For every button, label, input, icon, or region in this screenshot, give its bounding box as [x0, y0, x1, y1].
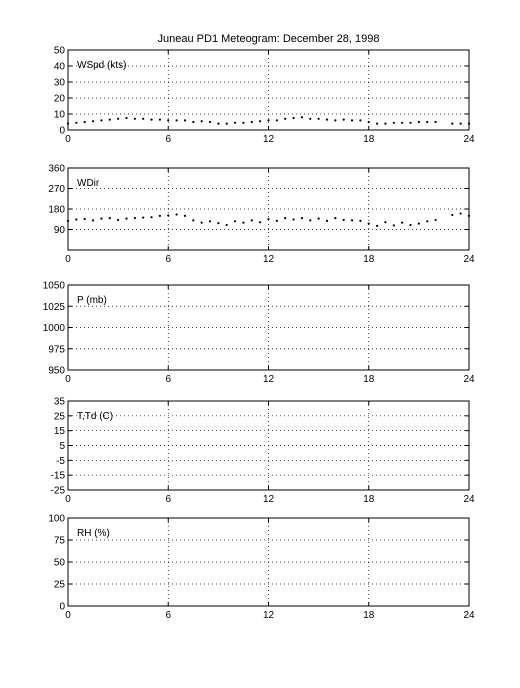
- x-tick-label: 18: [363, 134, 375, 145]
- panel-pressure: [43, 281, 475, 386]
- data-point: [418, 121, 420, 123]
- figure-title: Juneau PD1 Meteogram: December 28, 1998: [157, 33, 380, 45]
- x-tick-label: 24: [463, 610, 475, 621]
- y-tick-label: 25: [53, 411, 65, 423]
- data-point: [100, 119, 102, 121]
- panel-label: WSpd (kts): [77, 60, 127, 71]
- data-point: [334, 217, 336, 219]
- x-tick-label: 18: [363, 374, 375, 385]
- x-tick-label: 24: [463, 134, 475, 145]
- panel-label: WDir: [77, 178, 100, 189]
- y-tick-label: 975: [48, 344, 65, 356]
- x-tick-label: 12: [262, 374, 275, 385]
- y-tick-label: 35: [53, 396, 65, 408]
- data-point: [368, 121, 370, 123]
- data-point: [301, 116, 303, 118]
- data-point: [301, 217, 303, 219]
- data-point: [351, 119, 353, 121]
- data-point: [201, 120, 203, 122]
- data-point: [134, 118, 136, 120]
- data-point: [176, 119, 178, 121]
- data-point: [226, 123, 228, 125]
- data-point: [209, 121, 211, 123]
- data-point: [75, 218, 77, 220]
- x-tick-label: 24: [463, 494, 475, 505]
- data-point: [159, 119, 161, 121]
- y-tick-label: 90: [53, 225, 65, 236]
- data-point: [409, 224, 411, 226]
- data-point: [401, 222, 403, 224]
- data-point: [393, 122, 395, 124]
- data-point: [468, 215, 470, 217]
- y-tick-label: -25: [50, 485, 65, 497]
- y-tick-label: 5: [59, 441, 65, 452]
- data-point: [234, 220, 236, 222]
- data-point: [468, 123, 470, 125]
- data-point: [434, 219, 436, 221]
- x-tick-label: 0: [65, 374, 71, 385]
- y-tick-label: 40: [53, 61, 65, 73]
- panel-rh: [48, 514, 475, 622]
- data-point: [309, 219, 311, 221]
- data-point: [460, 212, 462, 214]
- x-tick-label: 12: [262, 134, 275, 145]
- data-point: [359, 220, 361, 222]
- y-tick-label: 15: [53, 426, 65, 438]
- data-point: [117, 219, 119, 221]
- data-point: [409, 122, 411, 124]
- data-point: [167, 214, 169, 216]
- panel-label: T,Td (C): [77, 411, 114, 422]
- data-point: [75, 122, 77, 124]
- data-point: [176, 213, 178, 215]
- data-point: [109, 217, 111, 219]
- y-tick-label: 100: [48, 513, 65, 525]
- data-point: [318, 217, 320, 219]
- data-point: [251, 219, 253, 221]
- y-tick-label: 1050: [42, 280, 65, 292]
- data-point: [125, 117, 127, 119]
- y-tick-label: 50: [53, 45, 65, 57]
- x-tick-label: 12: [262, 494, 275, 505]
- data-point: [426, 220, 428, 222]
- x-tick-label: 6: [165, 494, 172, 505]
- data-point: [460, 123, 462, 125]
- x-tick-label: 24: [463, 374, 475, 385]
- x-tick-label: 6: [165, 134, 172, 145]
- data-point: [84, 121, 86, 123]
- data-points: [67, 116, 470, 125]
- data-point: [84, 218, 86, 220]
- data-point: [326, 220, 328, 222]
- data-point: [292, 218, 294, 220]
- panel-wspd: [54, 46, 475, 146]
- data-point: [184, 119, 186, 121]
- panel-label: RH (%): [77, 528, 110, 539]
- data-point: [150, 216, 152, 218]
- data-point: [192, 219, 194, 221]
- x-tick-label: 12: [262, 254, 275, 265]
- data-point: [167, 119, 169, 121]
- data-point: [292, 117, 294, 119]
- data-point: [376, 225, 378, 227]
- y-tick-label: 180: [48, 204, 65, 216]
- data-point: [276, 220, 278, 222]
- data-point: [368, 222, 370, 224]
- data-point: [384, 123, 386, 125]
- x-tick-label: 6: [165, 254, 172, 265]
- data-point: [276, 119, 278, 121]
- data-point: [343, 119, 345, 121]
- data-point: [92, 219, 94, 221]
- x-tick-label: 0: [65, 254, 71, 265]
- x-tick-label: 0: [65, 610, 71, 621]
- data-point: [426, 121, 428, 123]
- data-point: [343, 219, 345, 221]
- data-point: [267, 119, 269, 121]
- data-point: [284, 118, 286, 120]
- data-point: [142, 217, 144, 219]
- data-point: [451, 123, 453, 125]
- data-point: [418, 222, 420, 224]
- panel-label: P (mb): [77, 295, 107, 306]
- data-point: [92, 120, 94, 122]
- x-tick-label: 12: [262, 610, 275, 621]
- x-tick-label: 6: [165, 374, 172, 385]
- data-point: [309, 118, 311, 120]
- panel-temp-dewpoint: [51, 397, 475, 506]
- y-tick-label: 0: [59, 601, 65, 613]
- data-point: [184, 215, 186, 217]
- data-point: [134, 217, 136, 219]
- y-tick-label: 50: [53, 557, 65, 569]
- y-tick-label: 75: [53, 535, 65, 547]
- data-point: [117, 118, 119, 120]
- data-point: [451, 214, 453, 216]
- data-point: [393, 224, 395, 226]
- data-point: [201, 222, 203, 224]
- x-tick-label: 18: [363, 610, 375, 621]
- data-point: [334, 119, 336, 121]
- data-point: [401, 122, 403, 124]
- x-tick-label: 0: [65, 494, 71, 505]
- data-point: [67, 220, 69, 222]
- x-tick-label: 0: [65, 134, 71, 145]
- data-point: [259, 221, 261, 223]
- data-point: [217, 222, 219, 224]
- y-tick-label: 950: [48, 365, 65, 377]
- data-point: [217, 123, 219, 125]
- y-tick-label: -5: [56, 455, 65, 467]
- data-point: [251, 121, 253, 123]
- data-point: [326, 119, 328, 121]
- data-point: [267, 218, 269, 220]
- y-tick-label: 30: [53, 77, 65, 89]
- panel-wdir: [48, 164, 475, 266]
- data-point: [284, 217, 286, 219]
- y-tick-label: 270: [48, 184, 65, 195]
- y-tick-label: 1025: [42, 301, 65, 313]
- data-point: [159, 215, 161, 217]
- y-tick-label: 1000: [42, 323, 65, 334]
- data-point: [242, 222, 244, 224]
- data-point: [192, 121, 194, 123]
- data-point: [142, 118, 144, 120]
- data-point: [376, 123, 378, 125]
- data-point: [384, 221, 386, 223]
- data-point: [67, 123, 69, 125]
- data-point: [318, 118, 320, 120]
- data-point: [434, 121, 436, 123]
- data-point: [242, 122, 244, 124]
- data-point: [109, 119, 111, 121]
- data-point: [226, 224, 228, 226]
- data-point: [359, 119, 361, 121]
- y-tick-label: 0: [59, 125, 65, 137]
- data-point: [100, 217, 102, 219]
- y-tick-label: 360: [48, 163, 65, 175]
- x-tick-label: 6: [165, 610, 172, 621]
- x-tick-label: 18: [363, 494, 375, 505]
- y-tick-label: -15: [50, 470, 65, 482]
- data-point: [351, 219, 353, 221]
- y-tick-label: 25: [53, 579, 65, 591]
- data-point: [234, 122, 236, 124]
- data-point: [150, 119, 152, 121]
- y-tick-label: 10: [53, 109, 65, 121]
- data-point: [209, 220, 211, 222]
- data-point: [125, 217, 127, 219]
- y-tick-label: 20: [53, 93, 65, 105]
- x-tick-label: 24: [463, 254, 475, 265]
- data-point: [259, 120, 261, 122]
- x-tick-label: 18: [363, 254, 375, 265]
